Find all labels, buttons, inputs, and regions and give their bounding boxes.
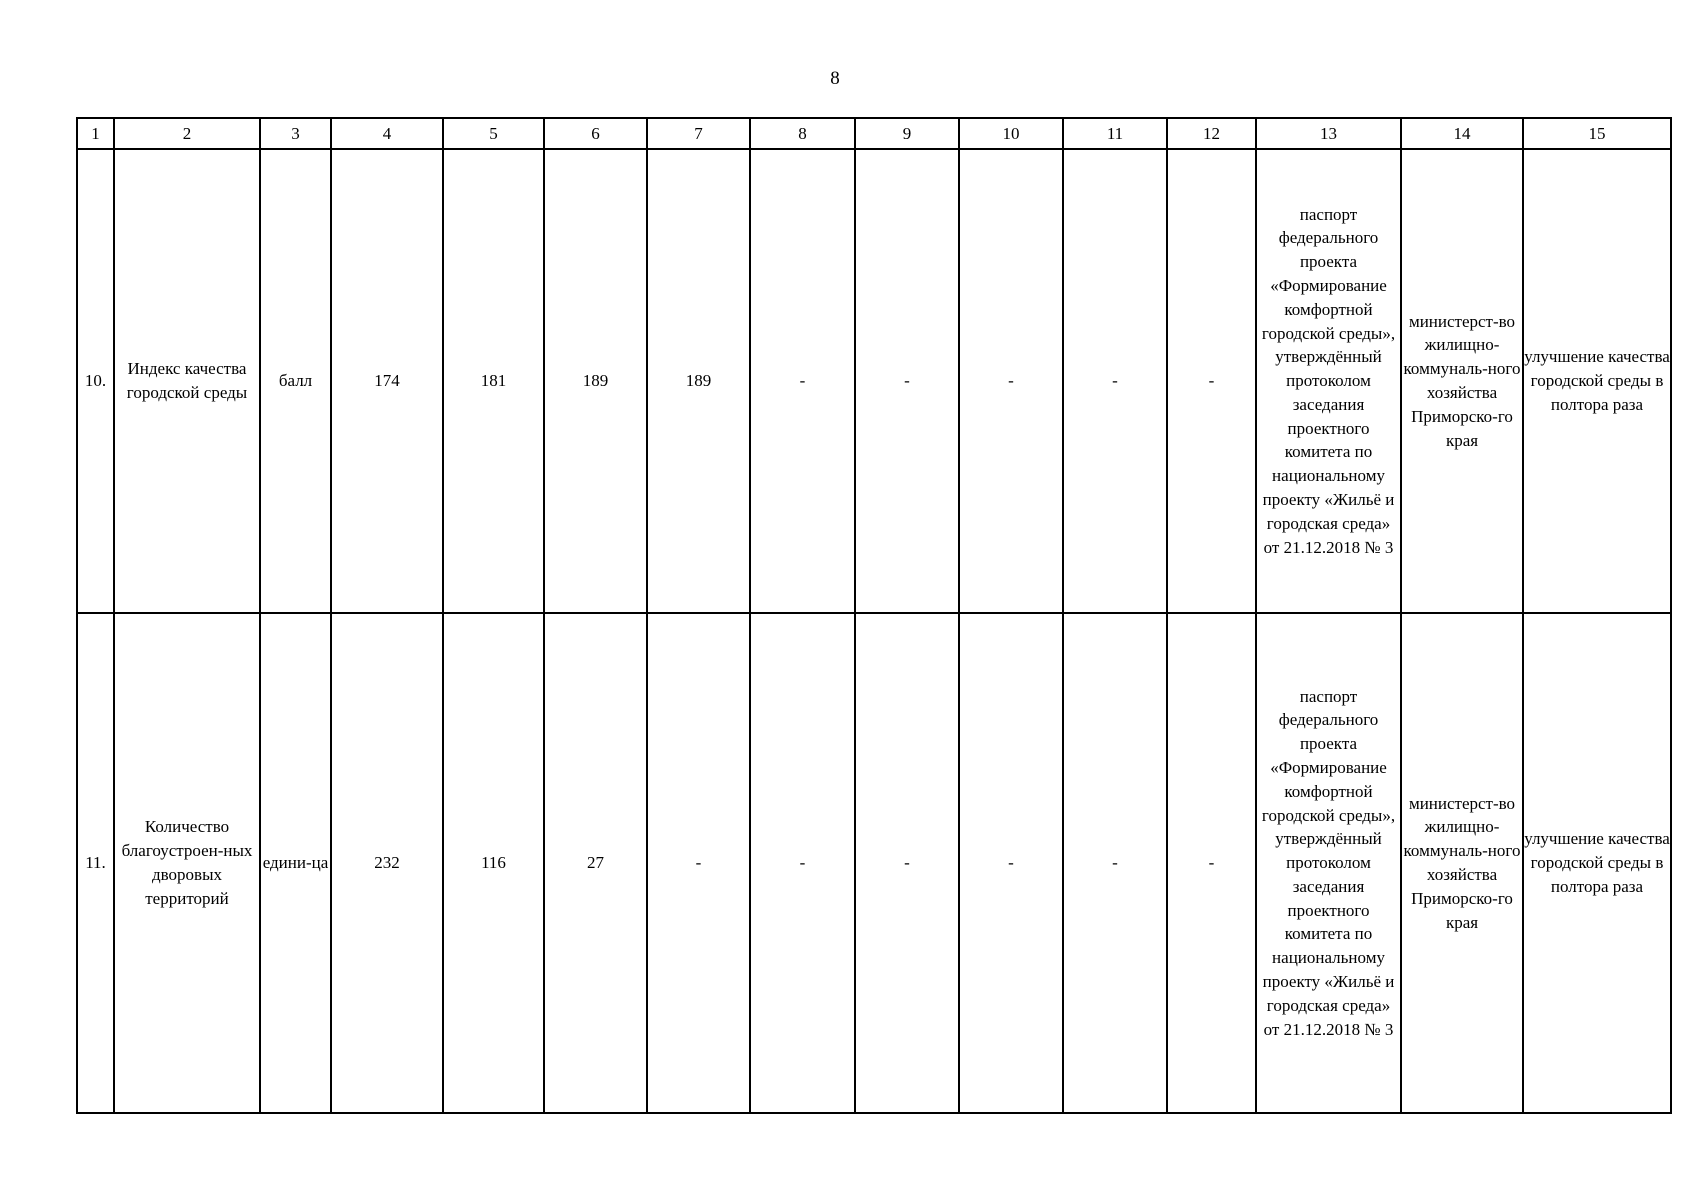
column-header: 13 xyxy=(1256,118,1401,149)
column-header: 6 xyxy=(544,118,647,149)
column-header: 14 xyxy=(1401,118,1523,149)
value-cell: 189 xyxy=(544,149,647,613)
column-header: 1 xyxy=(77,118,114,149)
responsible-cell: министерст-во жилищно-коммуналь-ного хозяйства Приморско-го края xyxy=(1401,149,1523,613)
unit-cell: едини-ца xyxy=(260,613,331,1113)
column-header: 12 xyxy=(1167,118,1256,149)
source-document-cell: паспорт федерального проекта «Формирование комфортной городской среды», утверждённый протоколом заседания проектного комитета по национальному проекту «Жильё и городская среда» от 21.12.2018 № 3 xyxy=(1256,613,1401,1113)
value-cell: - xyxy=(855,149,959,613)
value-cell: - xyxy=(647,613,750,1113)
source-document-cell: паспорт федерального проекта «Формирование комфортной городской среды», утверждённый протоколом заседания проектного комитета по национальному проекту «Жильё и городская среда» от 21.12.2018 № 3 xyxy=(1256,149,1401,613)
value-cell: 27 xyxy=(544,613,647,1113)
value-cell: 181 xyxy=(443,149,544,613)
column-header: 9 xyxy=(855,118,959,149)
value-cell: - xyxy=(1063,613,1167,1113)
value-cell: 232 xyxy=(331,613,443,1113)
indicator-name: Количество благоустроен-ных дворовых территорий xyxy=(114,613,260,1113)
value-cell: - xyxy=(959,613,1063,1113)
column-header: 5 xyxy=(443,118,544,149)
value-cell: - xyxy=(750,149,855,613)
column-header: 15 xyxy=(1523,118,1671,149)
value-cell: 116 xyxy=(443,613,544,1113)
column-header: 4 xyxy=(331,118,443,149)
result-cell: улучшение качества городской среды в полтора раза xyxy=(1523,613,1671,1113)
column-header: 8 xyxy=(750,118,855,149)
value-cell: 189 xyxy=(647,149,750,613)
column-header: 11 xyxy=(1063,118,1167,149)
page-number: 8 xyxy=(830,68,840,89)
indicators-table xyxy=(76,117,1672,1114)
result-cell: улучшение качества городской среды в полтора раза xyxy=(1523,149,1671,613)
column-header: 3 xyxy=(260,118,331,149)
row-number: 10. xyxy=(77,149,114,613)
value-cell: - xyxy=(1167,149,1256,613)
column-header: 10 xyxy=(959,118,1063,149)
row-number: 11. xyxy=(77,613,114,1113)
indicator-name: Индекс качества городской среды xyxy=(114,149,260,613)
unit-cell: балл xyxy=(260,149,331,613)
table-row xyxy=(77,613,1671,1113)
value-cell: - xyxy=(1167,613,1256,1113)
column-header: 7 xyxy=(647,118,750,149)
value-cell: - xyxy=(750,613,855,1113)
value-cell: - xyxy=(1063,149,1167,613)
column-numbers-row xyxy=(77,118,1671,149)
table-row xyxy=(77,149,1671,613)
column-header: 2 xyxy=(114,118,260,149)
value-cell: - xyxy=(855,613,959,1113)
responsible-cell: министерст-во жилищно-коммуналь-ного хозяйства Приморско-го края xyxy=(1401,613,1523,1113)
value-cell: 174 xyxy=(331,149,443,613)
value-cell: - xyxy=(959,149,1063,613)
